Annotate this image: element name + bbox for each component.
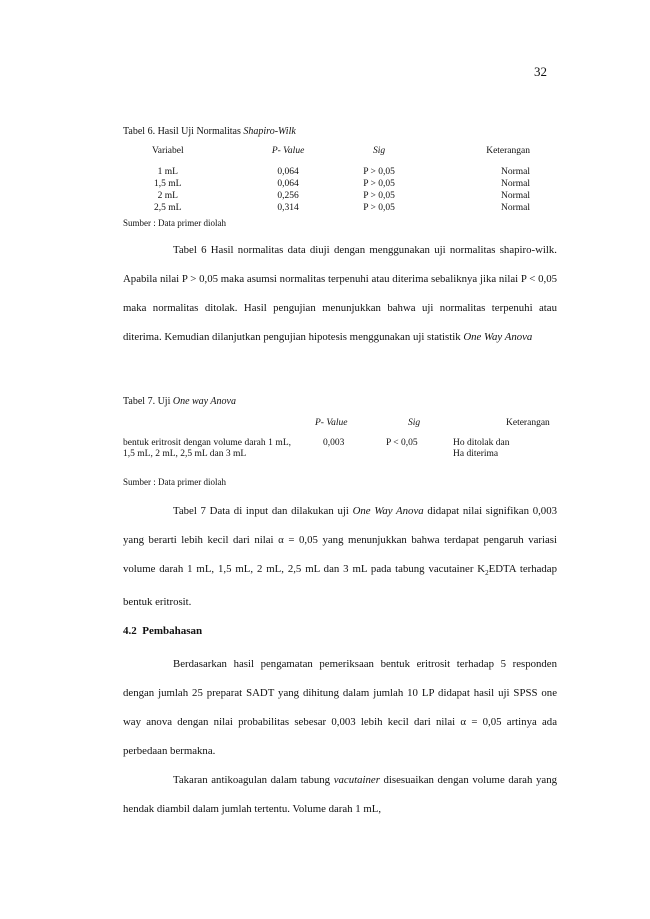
table-cell: Normal <box>500 203 530 213</box>
paragraph-normality-text: Tabel 6 Hasil normalitas data diuji dengan menggunakan uji normalitas shapiro-wilk. Apabila nilai P > 0,05 maka asumsi normalitas terpenuhi atau diterima sebaliknya jika nilai P < 0,05 maka normalitas ditolak. Hasil pengujian menunjukkan bahwa uji normalitas terpenuhi atau diterima. Kemudian dilanjutkan pengujian hipotesis menggunakan uji statistik <box>123 244 557 343</box>
paragraph-discussion: Berdasarkan hasil pengamatan pemeriksaan bentuk eritrosit terhadap 5 responden dengan jumlah 25 preparat SADT yang dihitung dalam jumlah 10 LP didapat hasil uji SPSS one way anova dengan nilai probabilitas sebesar 0,003 lebih kecil dari nilai α = 0,05 artinya ada perbedaan bermakna. <box>123 658 557 757</box>
table-cell: 1 mL <box>157 167 178 177</box>
table6-header-row <box>140 146 530 156</box>
table7-pvalue: 0,003 <box>323 438 345 448</box>
table7-header-pvalue: P- Value <box>315 418 348 428</box>
page-number: 32 <box>534 64 547 79</box>
table7-keterangan: Ho ditolak dan Ha diterima <box>453 438 510 459</box>
section-heading <box>123 625 202 637</box>
table-cell: P > 0,05 <box>363 167 395 177</box>
table6 <box>140 146 530 214</box>
table-cell: 0,256 <box>277 191 299 201</box>
table6-header-keterangan: Keterangan <box>486 146 530 156</box>
table-row <box>140 190 530 202</box>
table6-header-sig: Sig <box>373 146 386 156</box>
table-cell: P > 0,05 <box>363 179 395 189</box>
table7-variable: bentuk eritrosit dengan volume darah 1 mL, 1,5 mL, 2 mL, 2,5 mL dan 3 mL <box>123 438 291 459</box>
table7-sig: P < 0,05 <box>386 438 418 448</box>
table6-caption-italic: Shapiro-Wilk <box>243 126 296 137</box>
table7-caption <box>123 396 236 407</box>
table-cell: 2,5 mL <box>154 203 182 213</box>
table7-caption-prefix: Tabel 7. Uji <box>123 396 173 407</box>
table-cell: Normal <box>500 191 530 201</box>
table-cell: 1,5 mL <box>154 179 182 189</box>
table6-caption <box>123 126 296 137</box>
table6-source: Sumber : Data primer diolah <box>123 218 226 228</box>
table-cell: 2 mL <box>157 191 178 201</box>
paragraph-normality-italic: One Way Anova <box>463 331 533 343</box>
paragraph-anticoagulant: Takaran antikoagulan dalam tabung vacutainer disesuaikan dengan volume darah yang hendak diambil dalam jumlah tertentu. Volume darah 1 mL, <box>123 774 557 815</box>
table-cell: 0,314 <box>277 203 299 213</box>
table-row <box>140 202 530 214</box>
table7-source: Sumber : Data primer diolah <box>123 477 226 487</box>
table6-header-pvalue: P- Value <box>271 146 305 156</box>
table7-header-keterangan: Keterangan <box>506 418 550 428</box>
table-row <box>140 166 530 178</box>
table-cell: 0,064 <box>277 179 299 189</box>
table-cell: 0,064 <box>277 167 299 177</box>
table-cell: P > 0,05 <box>363 191 395 201</box>
table7-header-sig: Sig <box>408 418 421 428</box>
table6-caption-prefix: Tabel 6. Hasil Uji Normalitas <box>123 126 244 137</box>
table6-header-variabel: Variabel <box>151 146 184 156</box>
table-row <box>140 178 530 190</box>
section-number: 4.2 <box>123 625 137 637</box>
paragraph-normality <box>123 236 557 352</box>
section-title: Pembahasan <box>142 625 203 637</box>
paragraph-anova: Tabel 7 Data di input dan dilakukan uji One Way Anova didapat nilai signifikan 0,003 yang berarti lebih kecil dari nilai α = 0,05 yang menunjukkan bahwa terdapat pengaruh variasi volume darah 1 mL, 1,5 mL, 2 mL, 2,5 mL dan 3 mL pada tabung vacutainer $K_2EDTA$ terhadap bentuk eritrosit. <box>123 505 558 609</box>
table-cell: P > 0,05 <box>363 203 395 213</box>
table-cell: Normal <box>500 167 530 177</box>
table7-caption-italic: One way Anova <box>172 396 236 407</box>
table-cell: Normal <box>500 179 530 189</box>
